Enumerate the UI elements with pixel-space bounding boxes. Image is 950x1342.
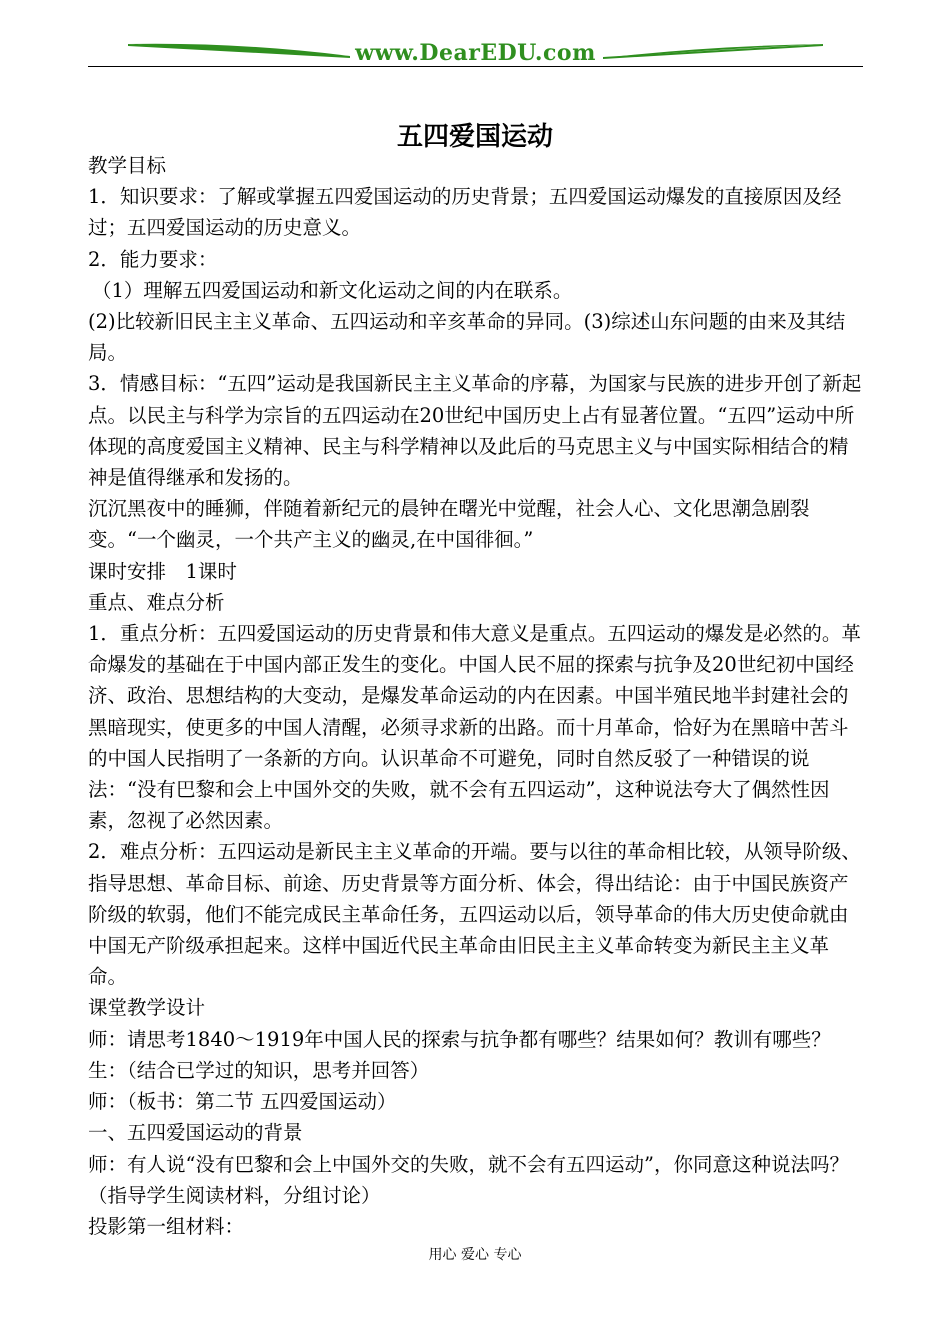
site-logo: www.DearEDU.com: [355, 40, 596, 66]
section-heading: 重点、难点分析: [88, 590, 225, 614]
paragraph: 生：（结合已学过的知识，思考并回答）: [88, 1058, 430, 1082]
paragraph: （1）理解五四爱国运动和新文化运动之间的内在联系。: [92, 278, 573, 302]
paragraph: 师：请思考1840～1919年中国人民的探索与抗争都有哪些？结果如何？教训有哪些？: [88, 1027, 831, 1051]
page-title: 五四爱国运动: [396, 122, 553, 152]
paragraph: 师：（板书：第二节 五四爱国运动）: [88, 1090, 397, 1114]
site-header: [88, 36, 863, 70]
page-footer: 用心 爱心 专心: [428, 1247, 522, 1263]
document-body: [88, 150, 866, 1242]
paragraph: 课时安排 1课时: [88, 559, 237, 583]
header-divider: [88, 66, 863, 67]
paragraph: 2．能力要求：: [88, 247, 218, 271]
section-heading: 课堂教学设计: [88, 996, 206, 1020]
paragraph: 投影第一组材料：: [88, 1214, 245, 1238]
paragraph: 2．难点分析：五四运动是新民主主义革命的开端。要与以往的革命相比较，从领导阶级、指导思想、革命目标、前途、历史背景等方面分析、体会，得出结论：由于中国民族资产阶级的软弱，他们不能完成民主革命任务，五四运动以后，领导革命的伟大历史使命就由中国无产阶级承担起来。这样中国近代民主革命由旧民主主义革命转变为新民主主义革命。: [88, 840, 861, 989]
paragraph: 1．重点分析：五四爱国运动的历史背景和伟大意义是重点。五四运动的爆发是必然的。革命爆发的基础在于中国内部正发生的变化。中国人民不屈的探索与抗争及20世纪初中国经济、政治、思想结构的大变动，是爆发革命运动的内在因素。中国半殖民地半封建社会的黑暗现实，使更多的中国人清醒，必须寻求新的出路。而十月革命，恰好为在黑暗中苦斗的中国人民指明了一条新的方向。认识革命不可避免，同时自然反驳了一种错误的说法：“没有巴黎和会上中国外交的失败，就不会有五四运动”，这种说法夸大了偶然性因素，忽视了必然因素。: [88, 622, 861, 833]
section-heading: 一、五四爱国运动的背景: [88, 1121, 303, 1145]
paragraph: 沉沉黑夜中的睡狮，伴随着新纪元的晨钟在曙光中觉醒，社会人心、文化思潮急剧裂变。“一个幽灵，一个共产主义的幽灵,在中国徘徊。”: [88, 497, 810, 552]
paragraph: 师：有人说“没有巴黎和会上中国外交的失败，就不会有五四运动”，你同意这种说法吗？（指导学生阅读材料，分组讨论）: [88, 1152, 849, 1207]
paragraph: 3．情感目标：“五四”运动是我国新民主主义革命的序幕，为国家与民族的进步开创了新起点。以民主与科学为宗旨的五四运动在20世纪中国历史上占有显著位置。“五四”运动中所体现的高度爱国主义精神、民主与科学精神以及此后的马克思主义与中国实际相结合的精神是值得继承和发扬的。: [88, 372, 862, 490]
paragraph: (2)比较新旧民主主义革命、五四运动和辛亥革命的异同。(3)综述山东问题的由来及其结局。: [88, 310, 846, 365]
paragraph: 1．知识要求：了解或掌握五四爱国运动的历史背景；五四爱国运动爆发的直接原因及经过；五四爱国运动的历史意义。: [88, 185, 842, 240]
paragraph: 教学目标: [88, 154, 167, 177]
